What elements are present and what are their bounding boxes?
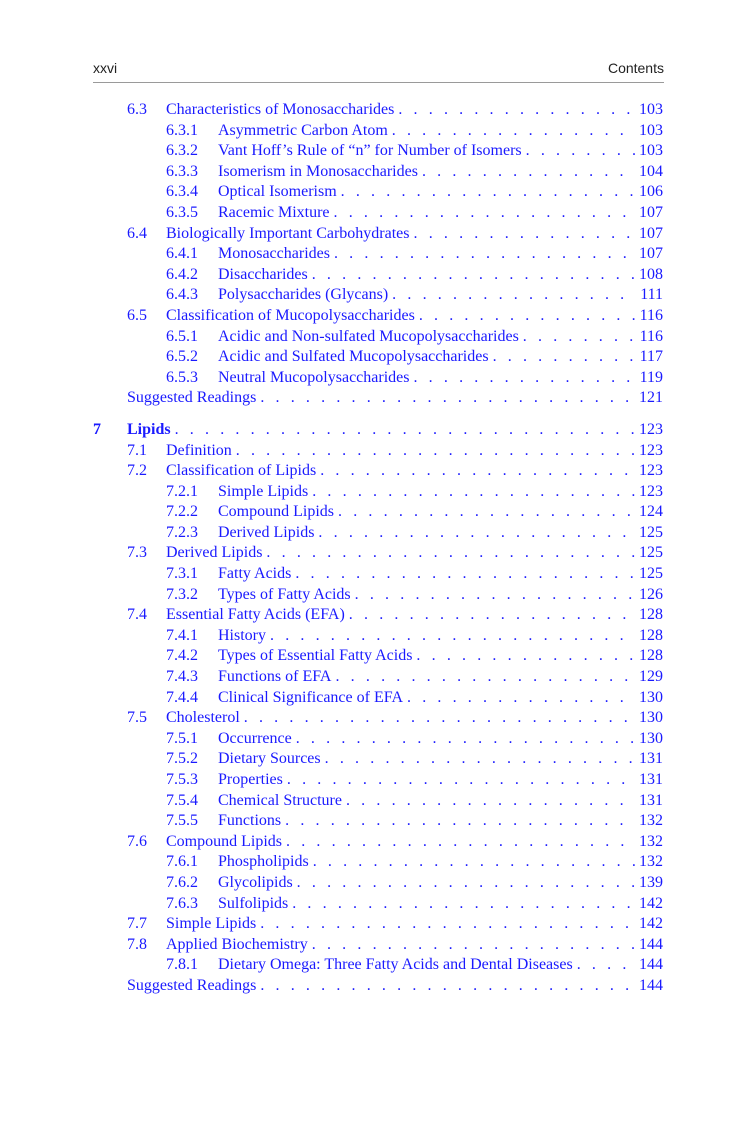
toc-entry-title[interactable]: Definition [166,441,232,459]
dot-leader [407,688,635,709]
dot-leader [260,914,635,935]
dot-leader [355,585,635,606]
toc-section-entry[interactable] [0,914,756,935]
toc-section-entry[interactable] [0,935,756,956]
toc-entry-title[interactable]: Applied Biochemistry [166,935,308,953]
toc-entry-page[interactable]: 103 [639,101,663,118]
toc-entry-link[interactable] [166,306,663,327]
toc-entry-title[interactable]: Biologically Important Carbohydrates [166,224,410,242]
toc-entry-title[interactable]: Occurrence [218,729,292,747]
toc-entry-title[interactable]: Functions of EFA [218,668,332,686]
toc-entry-link[interactable] [166,441,663,462]
toc-entry-page[interactable]: 144 [639,976,663,994]
toc-subsection-entry[interactable] [0,265,756,286]
dot-leader [297,873,635,894]
toc-entry-title[interactable]: Isomerism in Monosaccharides [218,162,418,180]
toc-entry-link[interactable] [218,523,663,544]
toc-subsection-entry[interactable] [0,203,756,224]
toc-subsection-entry[interactable] [0,955,756,976]
dot-leader [320,461,635,482]
toc-entry-number[interactable]: 7.3 [127,544,147,562]
dot-leader [270,626,635,647]
toc-entry-number[interactable]: 7.2 [127,462,147,480]
toc-subsection-entry[interactable] [0,368,756,389]
dot-leader [523,327,636,348]
toc-entry-page[interactable]: 107 [639,245,663,263]
toc-entry-title[interactable]: Fatty Acids [218,565,292,583]
dot-leader [312,482,635,503]
toc-entry-number[interactable]: 7.4.2 [166,647,198,665]
toc-entry-number[interactable]: 7.1 [127,441,147,459]
toc-entry-link[interactable] [218,852,663,873]
dot-leader [334,203,635,224]
toc-subsection-entry[interactable] [0,729,756,750]
toc-entry-page[interactable]: 106 [639,183,663,201]
toc-entry-page[interactable]: 125 [639,565,663,583]
table-of-contents [0,100,756,997]
dot-leader [398,100,635,121]
dot-leader [286,832,635,853]
toc-entry-page[interactable]: 124 [639,503,663,521]
toc-section-entry[interactable] [0,543,756,564]
dot-leader [335,667,635,688]
toc-entry-page[interactable]: 103 [639,121,663,139]
toc-subsection-entry[interactable] [0,852,756,873]
toc-readings-entry[interactable] [0,976,756,997]
toc-entry-title[interactable]: Compound Lipids [218,503,335,521]
toc-readings-entry[interactable] [0,388,756,409]
toc-section-entry[interactable] [0,605,756,626]
toc-entry-link[interactable] [218,368,663,389]
toc-entry-title[interactable]: Sulfolipids [218,894,289,912]
toc-entry-title[interactable]: Phospholipids [218,853,309,871]
toc-subsection-entry[interactable] [0,121,756,142]
dot-leader [313,852,635,873]
toc-entry-number[interactable]: 6.5.3 [166,368,198,386]
dot-leader [260,388,635,409]
toc-entry-link[interactable] [218,626,663,647]
toc-entry-link[interactable] [127,388,663,409]
toc-entry-title[interactable]: Suggested Readings [127,976,257,994]
toc-entry-title[interactable]: Racemic Mixture [218,203,330,221]
toc-subsection-entry[interactable] [0,667,756,688]
toc-subsection-entry[interactable] [0,688,756,709]
toc-entry-page[interactable]: 128 [639,626,663,644]
toc-entry-page[interactable]: 123 [639,420,663,438]
toc-subsection-entry[interactable] [0,626,756,647]
toc-entry-number[interactable]: 7.6.3 [166,894,198,912]
toc-entry-link[interactable] [218,955,663,976]
toc-entry-number[interactable]: 7.2.1 [166,482,198,500]
dot-leader [312,265,635,286]
toc-entry-link[interactable] [218,347,663,368]
toc-entry-link[interactable] [218,749,663,770]
toc-entry-title[interactable]: Vant Hoff’s Rule of “n” for Number of Isomers [218,142,522,160]
toc-entry-page[interactable]: 144 [639,956,663,974]
toc-entry-title[interactable]: Clinical Significance of EFA [218,688,403,706]
dot-leader [236,441,635,462]
toc-entry-title[interactable]: Essential Fatty Acids (EFA) [166,606,345,624]
dot-leader [392,285,636,306]
toc-entry-number[interactable]: 6.4.1 [166,245,198,263]
toc-subsection-entry[interactable] [0,482,756,503]
toc-entry-title[interactable]: Types of Fatty Acids [218,585,351,603]
toc-entry-number[interactable]: 6.3.1 [166,121,198,139]
dot-leader [325,749,635,770]
dot-leader [419,306,636,327]
toc-entry-page[interactable]: 125 [639,523,663,541]
dot-leader [338,502,635,523]
dot-leader [422,162,635,183]
dot-leader [296,729,635,750]
dot-leader [244,708,635,729]
toc-subsection-entry[interactable] [0,585,756,606]
toc-entry-title[interactable]: Suggested Readings [127,389,257,407]
toc-entry-number[interactable]: 7.4.3 [166,668,198,686]
toc-entry-number[interactable]: 6.3.5 [166,203,198,221]
toc-entry-page[interactable]: 123 [639,482,663,500]
toc-entry-link[interactable] [218,894,663,915]
toc-entry-page[interactable]: 144 [639,935,663,953]
toc-subsection-entry[interactable] [0,873,756,894]
toc-entry-page[interactable]: 123 [639,441,663,459]
toc-entry-page[interactable]: 111 [640,286,663,304]
toc-entry-link[interactable] [218,121,663,142]
dot-leader [346,791,635,812]
toc-entry-page[interactable]: 108 [639,265,663,283]
toc-entry-title[interactable]: History [218,626,266,644]
toc-subsection-entry[interactable] [0,770,756,791]
toc-entry-number[interactable]: 6.4.3 [166,286,198,304]
toc-entry-number[interactable]: 7.4.1 [166,626,198,644]
toc-entry-number[interactable]: 6.5.2 [166,348,198,366]
toc-entry-link[interactable] [166,543,663,564]
dot-leader [392,121,635,142]
toc-entry-number[interactable]: 7.4 [127,606,147,624]
toc-entry-number[interactable]: 7.2.2 [166,503,198,521]
toc-entry-link[interactable] [218,502,663,523]
toc-entry-link[interactable] [166,461,663,482]
dot-leader [577,955,635,976]
toc-entry-link[interactable] [218,770,663,791]
toc-entry-page[interactable]: 142 [639,915,663,933]
dot-leader [287,770,635,791]
toc-section-entry[interactable] [0,100,756,121]
dot-leader [260,976,635,997]
dot-leader [292,894,635,915]
toc-entry-number[interactable]: 7.3.1 [166,565,198,583]
dot-leader [526,141,635,162]
toc-section-entry[interactable] [0,306,756,327]
toc-entry-title[interactable]: Classification of Lipids [166,462,317,480]
toc-entry-page[interactable]: 128 [639,647,663,665]
toc-subsection-entry[interactable] [0,327,756,348]
toc-entry-title[interactable]: Asymmetric Carbon Atom [218,121,388,139]
toc-entry-page[interactable]: 132 [639,853,663,871]
toc-chapter-entry[interactable] [0,420,756,441]
dot-leader [413,368,635,389]
toc-entry-link[interactable] [166,100,663,121]
dot-leader [349,605,635,626]
toc-entry-page[interactable]: 131 [639,791,663,809]
dot-leader [295,564,635,585]
toc-entry-title[interactable]: Glycolipids [218,873,293,891]
toc-entry-link[interactable] [166,832,663,853]
toc-entry-title[interactable]: Acidic and Non-sulfated Mucopolysaccharides [218,327,519,345]
toc-entry-link[interactable] [166,224,663,245]
toc-entry-page[interactable]: 132 [639,812,663,830]
dot-leader [285,811,635,832]
toc-entry-number[interactable]: 7.5 [127,709,147,727]
toc-subsection-entry[interactable] [0,285,756,306]
toc-entry-title[interactable]: Monosaccharides [218,245,330,263]
toc-entry-title[interactable]: Derived Lipids [166,544,263,562]
toc-entry-link[interactable] [218,646,663,667]
toc-subsection-entry[interactable] [0,646,756,667]
toc-entry-page[interactable]: 104 [639,162,663,180]
toc-entry-link[interactable] [218,667,663,688]
toc-entry-title[interactable]: Classification of Mucopolysaccharides [166,306,415,324]
toc-entry-page[interactable]: 130 [639,709,663,727]
toc-subsection-entry[interactable] [0,749,756,770]
toc-entry-number[interactable]: 7.8 [127,935,147,953]
toc-subsection-entry[interactable] [0,811,756,832]
toc-entry-title[interactable]: Compound Lipids [166,832,283,850]
toc-entry-number[interactable]: 7.5.4 [166,791,198,809]
toc-entry-page[interactable]: 107 [639,203,663,221]
toc-entry-page[interactable]: 123 [639,462,663,480]
dot-leader [493,347,636,368]
toc-entry-page[interactable]: 119 [639,368,663,386]
toc-entry-link[interactable] [218,811,663,832]
toc-entry-title[interactable]: Acidic and Sulfated Mucopolysaccharides [218,348,489,366]
toc-subsection-entry[interactable] [0,523,756,544]
running-header [93,58,664,83]
toc-section-entry[interactable] [0,832,756,853]
toc-entry-page[interactable]: 142 [639,894,663,912]
toc-entry-page[interactable]: 130 [639,688,663,706]
toc-entry-link[interactable] [218,182,663,203]
toc-entry-number[interactable]: 6.3.4 [166,183,198,201]
toc-entry-page[interactable]: 130 [639,729,663,747]
toc-entry-title[interactable]: Lipids [127,420,171,438]
toc-entry-page[interactable]: 117 [639,348,663,366]
toc-entry-link[interactable] [218,244,663,265]
toc-entry-number[interactable]: 6.5.1 [166,327,198,345]
toc-entry-number[interactable]: 6.3.2 [166,142,198,160]
toc-subsection-entry[interactable] [0,141,756,162]
toc-subsection-entry[interactable] [0,244,756,265]
toc-subsection-entry[interactable] [0,182,756,203]
toc-entry-link[interactable] [218,203,663,224]
toc-entry-link[interactable] [166,935,663,956]
toc-entry-title[interactable]: Characteristics of Monosaccharides [166,101,395,118]
toc-entry-link[interactable] [218,585,663,606]
toc-entry-link[interactable] [127,976,663,997]
toc-entry-number[interactable]: 7.6.2 [166,873,198,891]
toc-entry-link[interactable] [218,285,663,306]
toc-entry-title[interactable]: Simple Lipids [218,482,309,500]
toc-entry-title[interactable]: Polysaccharides (Glycans) [218,286,389,304]
dot-leader [414,224,636,245]
toc-entry-page[interactable]: 126 [639,585,663,603]
toc-entry-link[interactable] [166,914,663,935]
toc-entry-link[interactable] [166,605,663,626]
dot-leader [334,244,635,265]
toc-entry-number[interactable]: 7.5.5 [166,812,198,830]
toc-entry-number[interactable]: 7.3.2 [166,585,198,603]
toc-entry-title[interactable]: Neutral Mucopolysaccharides [218,368,410,386]
toc-entry-number[interactable]: 7.8.1 [166,956,198,974]
toc-entry-page[interactable]: 129 [639,668,663,686]
toc-subsection-entry[interactable] [0,502,756,523]
toc-entry-number[interactable]: 6.3 [127,101,147,118]
toc-section-entry[interactable] [0,224,756,245]
dot-leader [175,420,635,441]
toc-subsection-entry[interactable] [0,894,756,915]
toc-entry-title[interactable]: Derived Lipids [218,523,315,541]
running-title: Contents [607,60,664,76]
toc-entry-page[interactable]: 116 [639,306,663,324]
toc-entry-title[interactable]: Types of Essential Fatty Acids [218,647,413,665]
toc-entry-title[interactable]: Dietary Omega: Three Fatty Acids and Dental Diseases [218,956,573,974]
toc-subsection-entry[interactable] [0,347,756,368]
toc-entry-number[interactable]: 7.6.1 [166,853,198,871]
dot-leader [312,935,635,956]
toc-entry-title[interactable]: Cholesterol [166,709,240,727]
toc-entry-number[interactable]: 7.6 [127,832,147,850]
toc-entry-page[interactable]: 128 [639,606,663,624]
toc-entry-link[interactable] [218,729,663,750]
toc-entry-title[interactable]: Simple Lipids [166,915,257,933]
toc-entry-title[interactable]: Dietary Sources [218,750,321,768]
toc-entry-page[interactable]: 125 [639,544,663,562]
toc-entry-link[interactable] [218,791,663,812]
toc-entry-link[interactable] [218,327,663,348]
toc-entry-title[interactable]: Disaccharides [218,265,308,283]
toc-entry-number[interactable]: 6.4.2 [166,265,198,283]
toc-entry-link[interactable] [218,688,663,709]
toc-section-entry[interactable] [0,708,756,729]
toc-entry-link[interactable] [218,482,663,503]
toc-entry-link[interactable] [218,141,663,162]
toc-subsection-entry[interactable] [0,162,756,183]
toc-subsection-entry[interactable] [0,564,756,585]
toc-entry-link[interactable] [218,162,663,183]
toc-entry-number[interactable]: 7.5.2 [166,750,198,768]
toc-entry-number[interactable]: 7.7 [127,915,147,933]
toc-entry-page[interactable]: 132 [639,832,663,850]
toc-entry-number[interactable]: 7.5.3 [166,771,198,788]
toc-entry-number[interactable]: 6.3.3 [166,162,198,180]
toc-entry-page[interactable]: 139 [639,873,663,891]
toc-entry-title[interactable]: Chemical Structure [218,791,342,809]
toc-entry-number[interactable]: 7.4.4 [166,688,198,706]
toc-entry-page[interactable]: 131 [639,771,663,788]
toc-entry-number[interactable]: 6.4 [127,224,147,242]
page-number: xxvi [93,60,118,76]
toc-entry-link[interactable] [218,873,663,894]
toc-entry-number[interactable]: 7.2.3 [166,523,198,541]
dot-leader [416,646,635,667]
toc-entry-page[interactable]: 116 [639,327,663,345]
toc-entry-link[interactable] [218,564,663,585]
toc-entry-link[interactable] [127,420,663,441]
dot-leader [341,182,635,203]
toc-entry-number[interactable]: 7 [93,420,101,438]
toc-entry-title[interactable]: Properties [218,771,283,788]
toc-entry-number[interactable]: 6.5 [127,306,147,324]
toc-section-entry[interactable] [0,461,756,482]
toc-entry-page[interactable]: 121 [639,389,663,407]
toc-subsection-entry[interactable] [0,791,756,812]
toc-entry-number[interactable]: 7.5.1 [166,729,198,747]
toc-entry-link[interactable] [218,265,663,286]
dot-leader [318,523,635,544]
toc-entry-title[interactable]: Functions [218,812,282,830]
dot-leader [266,543,635,564]
toc-entry-page[interactable]: 107 [639,224,663,242]
toc-entry-title[interactable]: Optical Isomerism [218,183,337,201]
toc-entry-page[interactable]: 103 [639,142,663,160]
toc-entry-link[interactable] [166,708,663,729]
toc-section-entry[interactable] [0,441,756,462]
toc-entry-page[interactable]: 131 [639,750,663,768]
